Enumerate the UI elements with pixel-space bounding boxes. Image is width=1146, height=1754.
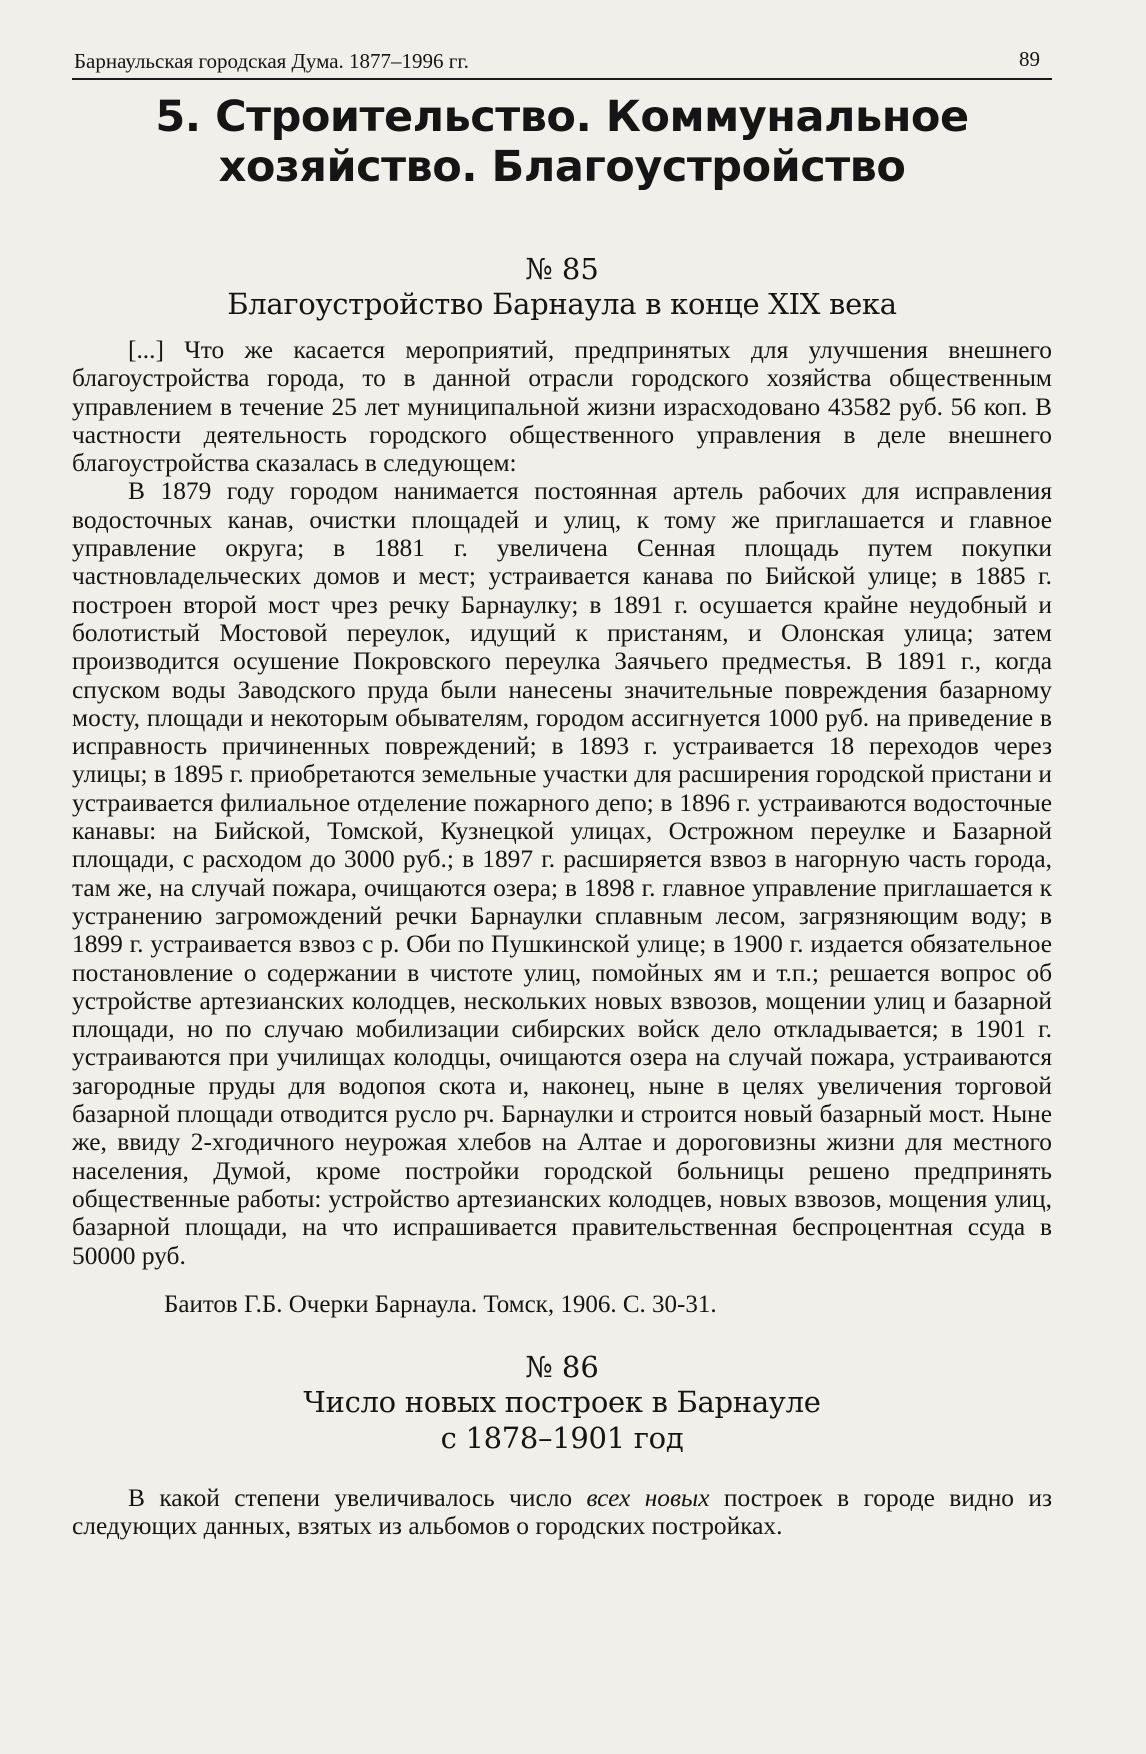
document-85-title: Благоустройство Барнаула в конце XIX века xyxy=(227,287,897,321)
section-title-line-1: 5. Строительство. Коммунальное xyxy=(155,92,969,142)
page xyxy=(72,44,1052,1734)
document-85-paragraph-2: В 1879 году городом нанимается постоянная артель рабочих для исправления водосточных канав, очистки площадей и улиц, к тому же приглашается и главное управление округа; в 1881 г. увеличена Сенная площадь путем покупки частновладельческих домов и мест; устраивается канава по Бийской улице; в 1885 г. построен второй мост чрез речку Барнаулку; в 1891 г. осушается крайне неудобный и болотистый Мостовой переулок, идущий к пристаням, и Олонская улица; затем производится осушение Покровского переулка Заячьего предместья. В 1891 г., когда спуском воды Заводского пруда были нанесены значительные повреждения базарному мосту, площади и некоторым обывателям, городом ассигнуется 1000 руб. на приведение в исправность причиненных повреждений; в 1893 г. устраивается 18 переходов через улицы; в 1895 г. приобретаются земельные участки для расширения городской пристани и устраивается филиальное отделение пожарного депо; в 1896 г. устраиваются водосточные канавы: на Бийской, Томской, Кузнецкой улицах, Острожном переулке и Базарной площади, с расходом до 3000 руб.; в 1897 г. расширяется взвоз в нагорную часть города, там же, на случай пожара, очищаются озера; в 1898 г. главное управление приглашается к устранению загромождений речки Барнаулки сплавным лесом, загрязняющим воду; в 1899 г. устраивается взвоз с р. Оби по Пушкинской улице; в 1900 г. издается обязательное постановление о содержании в чистоте улиц, помойных ям и т.п.; решается вопрос об устройстве артезианских колодцев, нескольких новых взвозов, мощении улиц и базарной площади, но по случаю мобилизации сибирских войск дело откладывается; в 1901 г. устраиваются при училищах колодцы, очищаются озера на случай пожара, устраиваются загородные пруды для водопоя скота и, наконец, ныне в целях увеличения торговой базарной площади отводится русло рч. Барнаулки и строится новый базарный мост. Ныне же, ввиду 2-хгодичного неурожая хлебов на Алтае и дороговизны жизни для местного населения, Думой, кроме постройки городской больницы решено предпринять общественные работы: устройство артезианских колодцев, новых взвозов, мощения улиц, базарной площади, на что испрашивается правительственная беспроцентная ссуда в 50000 руб. xyxy=(72,477,1052,1270)
document-86-body xyxy=(72,1484,1052,1541)
document-86-number: № 86 xyxy=(525,1349,599,1384)
document-85-paragraph-1: [...] Что же касается мероприятий, предпринятых для улучшения внешнего благоустройства города, то в данной отрасли городского хозяйства общественным управлением в течение 25 лет муниципальной жизни израсходовано 43582 руб. 56 коп. В частности деятельность городского общественного управления в деле внешнего благоустройства сказалась в следующем: xyxy=(72,336,1052,478)
page-number: 89 xyxy=(1019,47,1040,71)
running-head xyxy=(72,44,1052,80)
document-86-paragraph-1 xyxy=(72,1484,1052,1541)
document-85-source: Баитов Г.Б. Очерки Барнаула. Томск, 1906. С. 30-31. xyxy=(164,1290,717,1318)
section-title-line-2: хозяйство. Благоустройство xyxy=(218,142,906,192)
document-86-title-line-1: Число новых построек в Барнауле xyxy=(303,1384,821,1419)
section-title xyxy=(72,92,1052,192)
document-86-title-line-2: с 1878–1901 год xyxy=(440,1420,684,1455)
document-86-text-before: В какой степени увеличивалось число xyxy=(128,1483,587,1512)
running-head-title: Барнаульская городская Дума. 1877–1996 гг. xyxy=(74,49,469,73)
document-85-number: № 85 xyxy=(525,252,599,286)
document-85-body xyxy=(72,336,1052,1270)
document-86-text-after: построек в городе видно из следующих данных, взятых из альбомов о городских постройках. xyxy=(72,1483,1052,1541)
document-86-text-emphasis: всех новых xyxy=(586,1483,710,1512)
document-86-title xyxy=(72,1384,1052,1456)
